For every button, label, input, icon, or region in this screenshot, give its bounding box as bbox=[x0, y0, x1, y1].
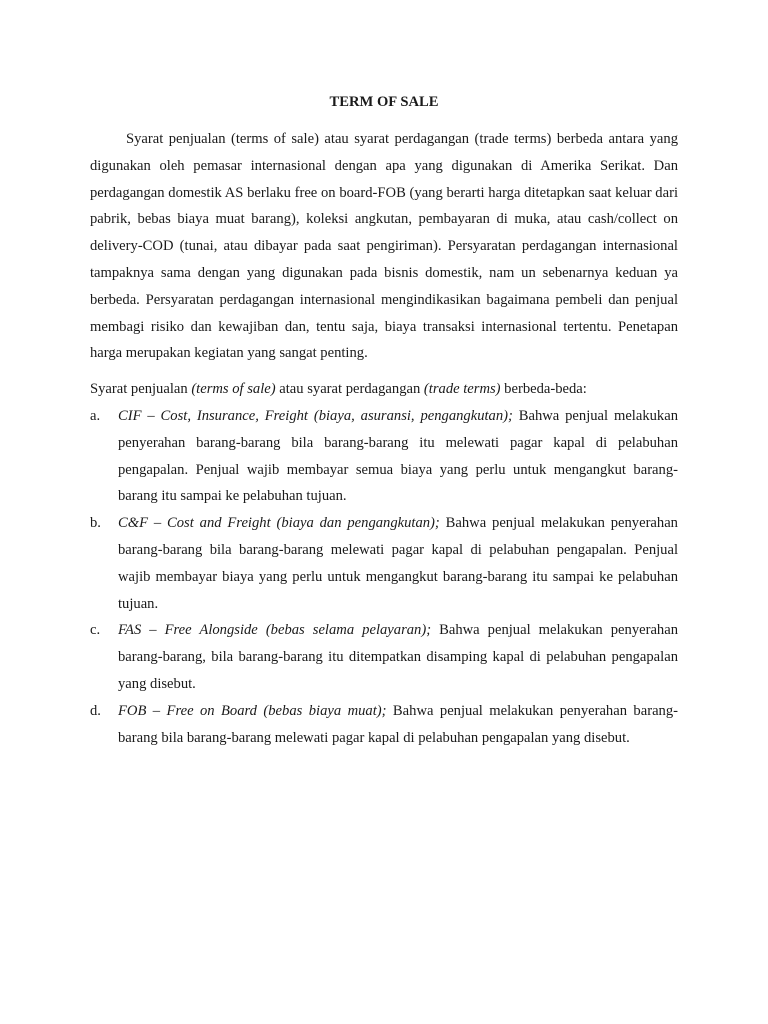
intro-text: berbeda-beda: bbox=[500, 381, 587, 398]
term-name: C&F – Cost and Freight (biaya dan pengangkutan); bbox=[118, 515, 440, 532]
list-marker: b. bbox=[90, 515, 101, 532]
list-item-cif bbox=[90, 403, 678, 510]
intro-text: atau syarat perdagangan bbox=[275, 381, 424, 398]
term-description: Bahwa penjual melakukan penyerahan barang-barang bila barang-barang melewati pagar kapal di pelabuhan pengapalan yang disebut. bbox=[118, 702, 678, 746]
list-marker: a. bbox=[90, 407, 101, 424]
list-marker: c. bbox=[90, 622, 101, 639]
list-item-fas bbox=[90, 617, 678, 697]
intro-italic-terms-of-sale: (terms of sale) bbox=[191, 381, 276, 398]
intro-italic-trade-terms: (trade terms) bbox=[423, 381, 501, 398]
term-description: Bahwa penjual melakukan penyerahan barang-barang bila barang-barang melewati pagar kapal di pelabuhan pengapalan. Penjual wajib membayar biaya yang perlu untuk mengangkut barang-barang itu sampai ke pelabuhan tujuan. bbox=[118, 515, 678, 612]
list-marker: d. bbox=[90, 702, 101, 719]
term-description: Bahwa penjual melakukan penyerahan barang-barang, bila barang-barang itu ditempatkan disamping kapal di pelabuhan pengapalan yang disebut. bbox=[118, 622, 678, 692]
term-name: CIF – Cost, Insurance, Freight (biaya, asuransi, pengangkutan); bbox=[118, 407, 513, 424]
document-title: TERM OF SALE bbox=[329, 94, 439, 110]
list-item-fob bbox=[90, 698, 678, 752]
list-item-cf bbox=[90, 510, 678, 617]
term-name: FOB – Free on Board (bebas biaya muat); bbox=[118, 702, 387, 719]
document-page bbox=[90, 88, 678, 751]
list-intro bbox=[90, 376, 678, 403]
term-description: Bahwa penjual melakukan penyerahan barang-barang bila barang-barang itu melewati pagar kapal di pelabuhan pengapalan. Penjual wajib membayar semua biaya yang perlu untuk mengangkut barang-barang itu sampai ke pelabuhan tujuan. bbox=[118, 407, 678, 505]
terms-list bbox=[90, 403, 678, 751]
body-paragraph: Syarat penjualan (terms of sale) atau syarat perdagangan (trade terms) berbeda antara yang digunakan oleh pemasar internasional dengan apa yang digunakan di Amerika Serikat. Dan perdagangan domestik AS berlaku free on board-FOB (yang berarti harga ditetapkan saat keluar dari pabrik, bebas biaya muat barang), koleksi angkutan, pembayaran di muka, atau cash/collect on delivery-COD (tunai, atau dibayar pada saat pengiriman). Persyaratan perdagangan internasional tampaknya sama dengan yang digunakan pada bisnis domestik, nam un sebenarnya keduan ya berbeda. Persyaratan perdagangan internasional mengindikasikan bagaimana pembeli dan penjual membagi risiko dan kewajiban dan, tentu saja, biaya transaksi internasional tertentu. Penetapan harga merupakan kegiatan yang sangat penting. bbox=[90, 131, 678, 362]
intro-text: Syarat penjualan bbox=[90, 381, 192, 398]
term-name: FAS – Free Alongside (bebas selama pelayaran); bbox=[118, 622, 432, 639]
